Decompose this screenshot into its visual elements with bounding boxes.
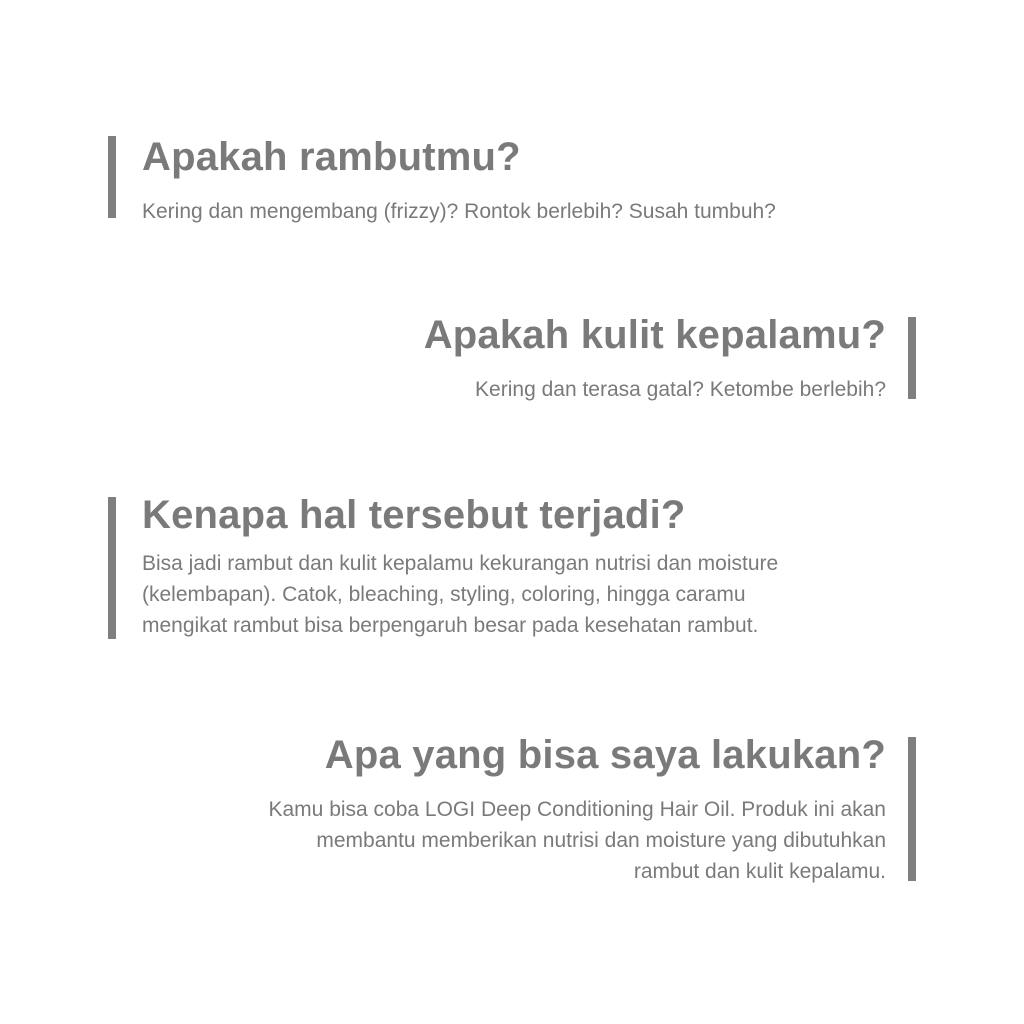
section-solution-question xyxy=(140,732,916,892)
section-title: Apakah kulit kepalamu? xyxy=(423,313,886,357)
section-body xyxy=(366,374,886,405)
body-line: Kering dan mengembang (frizzy)? Rontok berlebih? Susah tumbuh? xyxy=(142,200,776,223)
section-content xyxy=(140,732,886,887)
body-line: mengikat rambut bisa berpengaruh besar pada kesehatan rambut. xyxy=(142,614,759,637)
body-line: Kering dan terasa gatal? Ketombe berlebih? xyxy=(475,378,886,401)
body-line: (kelembapan). Catok, bleaching, styling, coloring, hingga caramu xyxy=(142,583,746,606)
body-line: rambut dan kulit kepalamu. xyxy=(633,860,886,883)
section-body xyxy=(142,548,902,641)
body-line: membantu memberikan nutrisi dan moisture yang dibutuhkan xyxy=(316,829,886,852)
accent-bar xyxy=(908,317,916,399)
body-line: Kamu bisa coba LOGI Deep Conditioning Hair Oil. Produk ini akan xyxy=(268,798,886,821)
section-title: Apakah rambutmu? xyxy=(142,135,521,179)
body-line: Bisa jadi rambut dan kulit kepalamu kekurangan nutrisi dan moisture xyxy=(142,552,779,575)
section-content xyxy=(142,134,882,227)
accent-bar xyxy=(108,136,116,218)
accent-bar xyxy=(908,737,916,881)
section-hair-question xyxy=(108,134,868,224)
section-why-question xyxy=(108,492,908,652)
section-title: Kenapa hal tersebut terjadi? xyxy=(142,493,686,537)
accent-bar xyxy=(108,497,116,639)
section-body xyxy=(140,794,886,887)
section-title: Apa yang bisa saya lakukan? xyxy=(324,733,886,777)
section-scalp-question xyxy=(380,312,916,402)
section-body xyxy=(142,196,882,227)
section-content xyxy=(366,312,886,405)
section-content xyxy=(142,492,902,641)
